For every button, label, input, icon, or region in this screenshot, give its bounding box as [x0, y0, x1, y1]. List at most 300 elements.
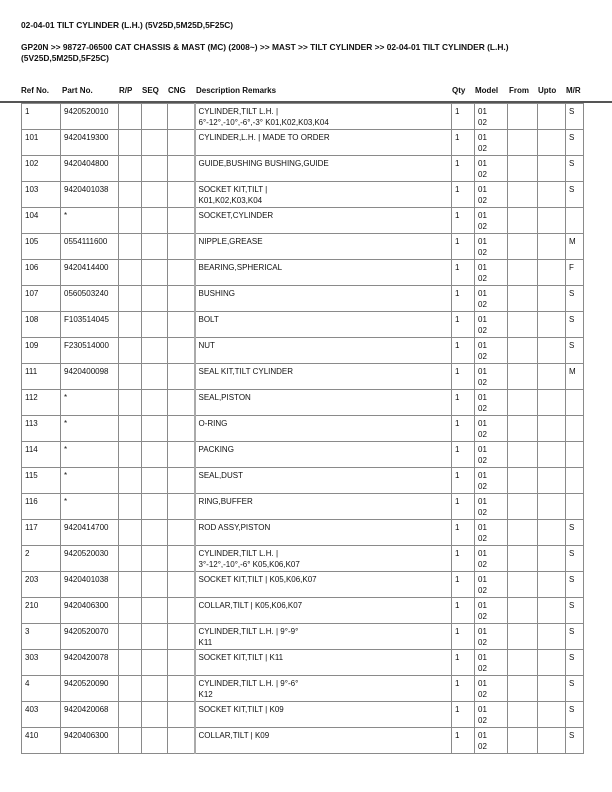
- cell-model: 01 02: [475, 416, 508, 442]
- cell-from: [508, 312, 538, 338]
- cell-qty: 1: [452, 650, 475, 676]
- cell-upto: [538, 598, 566, 624]
- cell-part-no: F103514045: [61, 312, 119, 338]
- cell-description: SEAL,DUST: [195, 468, 452, 494]
- cell-part-no: *: [61, 442, 119, 468]
- cell-cng: [168, 468, 195, 494]
- cell-mr: S: [566, 338, 584, 364]
- cell-upto: [538, 416, 566, 442]
- cell-rp: [119, 728, 142, 754]
- cell-upto: [538, 260, 566, 286]
- cell-seq: [142, 728, 168, 754]
- cell-from: [508, 494, 538, 520]
- cell-upto: [538, 286, 566, 312]
- cell-seq: [142, 390, 168, 416]
- cell-ref-no: 2: [22, 546, 61, 572]
- cell-from: [508, 520, 538, 546]
- cell-part-no: 9420406300: [61, 598, 119, 624]
- col-upto: Upto: [538, 86, 557, 95]
- table-row[interactable]: [22, 208, 584, 234]
- cell-seq: [142, 104, 168, 130]
- cell-description: SEAL KIT,TILT CYLINDER: [195, 364, 452, 390]
- table-row[interactable]: [22, 546, 584, 572]
- cell-qty: 1: [452, 208, 475, 234]
- cell-cng: [168, 442, 195, 468]
- cell-qty: 1: [452, 572, 475, 598]
- cell-ref-no: 103: [22, 182, 61, 208]
- table-row[interactable]: [22, 260, 584, 286]
- cell-model: 01 02: [475, 624, 508, 650]
- cell-upto: [538, 468, 566, 494]
- cell-cng: [168, 728, 195, 754]
- cell-rp: [119, 416, 142, 442]
- cell-seq: [142, 468, 168, 494]
- cell-upto: [538, 208, 566, 234]
- cell-upto: [538, 312, 566, 338]
- cell-upto: [538, 104, 566, 130]
- cell-ref-no: 105: [22, 234, 61, 260]
- cell-model: 01 02: [475, 156, 508, 182]
- cell-qty: 1: [452, 728, 475, 754]
- cell-model: 01 02: [475, 208, 508, 234]
- cell-part-no: 9420420078: [61, 650, 119, 676]
- cell-model: 01 02: [475, 676, 508, 702]
- cell-cng: [168, 338, 195, 364]
- cell-model: 01 02: [475, 520, 508, 546]
- cell-model: 01 02: [475, 702, 508, 728]
- cell-cng: [168, 260, 195, 286]
- cell-upto: [538, 338, 566, 364]
- cell-model: 01 02: [475, 312, 508, 338]
- cell-model: 01 02: [475, 234, 508, 260]
- cell-seq: [142, 676, 168, 702]
- cell-ref-no: 116: [22, 494, 61, 520]
- cell-seq: [142, 338, 168, 364]
- table-row[interactable]: [22, 624, 584, 650]
- cell-mr: S: [566, 312, 584, 338]
- cell-mr: [566, 416, 584, 442]
- cell-description: SOCKET,CYLINDER: [195, 208, 452, 234]
- cell-mr: M: [566, 364, 584, 390]
- cell-mr: S: [566, 104, 584, 130]
- cell-seq: [142, 312, 168, 338]
- table-row[interactable]: [22, 650, 584, 676]
- cell-from: [508, 598, 538, 624]
- cell-description: SOCKET KIT,TILT | K09: [195, 702, 452, 728]
- cell-model: 01 02: [475, 130, 508, 156]
- col-part-no: Part No.: [62, 86, 93, 95]
- cell-seq: [142, 442, 168, 468]
- cell-qty: 1: [452, 442, 475, 468]
- cell-from: [508, 676, 538, 702]
- cell-cng: [168, 624, 195, 650]
- cell-ref-no: 112: [22, 390, 61, 416]
- page-title: 02-04-01 TILT CYLINDER (L.H.) (5V25D,5M25D,5F25C): [21, 20, 234, 30]
- table-row[interactable]: [22, 702, 584, 728]
- cell-from: [508, 364, 538, 390]
- cell-from: [508, 338, 538, 364]
- cell-ref-no: 1: [22, 104, 61, 130]
- cell-from: [508, 390, 538, 416]
- cell-mr: S: [566, 182, 584, 208]
- cell-rp: [119, 312, 142, 338]
- cell-seq: [142, 572, 168, 598]
- cell-part-no: 9420520010: [61, 104, 119, 130]
- cell-ref-no: 203: [22, 572, 61, 598]
- cell-part-no: *: [61, 494, 119, 520]
- cell-part-no: 9420404800: [61, 156, 119, 182]
- cell-description: SOCKET KIT,TILT | K01,K02,K03,K04: [195, 182, 452, 208]
- breadcrumb: GP20N >> 98727-06500 CAT CHASSIS & MAST (MC) (2008~) >> MAST >> TILT CYLINDER >> 02-04-01 TILT CYLINDER (L.H.) (5V25D,5M25D,5F25C): [21, 42, 509, 63]
- cell-qty: 1: [452, 260, 475, 286]
- cell-rp: [119, 442, 142, 468]
- cell-ref-no: 303: [22, 650, 61, 676]
- cell-model: 01 02: [475, 390, 508, 416]
- cell-from: [508, 572, 538, 598]
- cell-upto: [538, 156, 566, 182]
- cell-description: COLLAR,TILT | K05,K06,K07: [195, 598, 452, 624]
- cell-part-no: 9420406300: [61, 728, 119, 754]
- cell-qty: 1: [452, 468, 475, 494]
- cell-rp: [119, 624, 142, 650]
- cell-rp: [119, 338, 142, 364]
- cell-part-no: F230514000: [61, 338, 119, 364]
- cell-description: ROD ASSY,PISTON: [195, 520, 452, 546]
- cell-upto: [538, 624, 566, 650]
- table-row[interactable]: [22, 182, 584, 208]
- cell-ref-no: 104: [22, 208, 61, 234]
- cell-seq: [142, 364, 168, 390]
- cell-part-no: 9420520070: [61, 624, 119, 650]
- cell-description: CYLINDER,TILT L.H. | 6°-12°,-10°,-6°,-3° K01,K02,K03,K04: [195, 104, 452, 130]
- cell-upto: [538, 546, 566, 572]
- cell-description: O-RING: [195, 416, 452, 442]
- cell-qty: 1: [452, 520, 475, 546]
- cell-from: [508, 286, 538, 312]
- cell-seq: [142, 156, 168, 182]
- table-row[interactable]: [22, 390, 584, 416]
- cell-cng: [168, 702, 195, 728]
- cell-mr: S: [566, 624, 584, 650]
- cell-upto: [538, 130, 566, 156]
- col-description: Description Remarks: [196, 86, 277, 95]
- cell-cng: [168, 494, 195, 520]
- table-row[interactable]: [22, 364, 584, 390]
- cell-qty: 1: [452, 156, 475, 182]
- cell-model: 01 02: [475, 364, 508, 390]
- cell-qty: 1: [452, 546, 475, 572]
- cell-part-no: *: [61, 208, 119, 234]
- cell-mr: S: [566, 546, 584, 572]
- cell-upto: [538, 390, 566, 416]
- cell-cng: [168, 676, 195, 702]
- cell-rp: [119, 156, 142, 182]
- cell-mr: [566, 494, 584, 520]
- table-row[interactable]: [22, 104, 584, 130]
- cell-from: [508, 208, 538, 234]
- table-row[interactable]: [22, 676, 584, 702]
- cell-mr: [566, 208, 584, 234]
- cell-mr: F: [566, 260, 584, 286]
- cell-seq: [142, 208, 168, 234]
- cell-qty: 1: [452, 390, 475, 416]
- cell-part-no: 0560503240: [61, 286, 119, 312]
- cell-model: 01 02: [475, 572, 508, 598]
- parts-table: [21, 103, 584, 754]
- cell-cng: [168, 598, 195, 624]
- cell-from: [508, 546, 538, 572]
- cell-description: SEAL,PISTON: [195, 390, 452, 416]
- cell-description: CYLINDER,TILT L.H. | 9°-9° K11: [195, 624, 452, 650]
- cell-description: CYLINDER,TILT L.H. | 3°-12°,-10°,-6° K05,K06,K07: [195, 546, 452, 572]
- cell-qty: 1: [452, 598, 475, 624]
- cell-cng: [168, 286, 195, 312]
- cell-ref-no: 115: [22, 468, 61, 494]
- cell-model: 01 02: [475, 442, 508, 468]
- cell-mr: S: [566, 702, 584, 728]
- table-row[interactable]: [22, 234, 584, 260]
- cell-qty: 1: [452, 182, 475, 208]
- cell-part-no: 9420520030: [61, 546, 119, 572]
- table-row[interactable]: [22, 520, 584, 546]
- cell-part-no: 9420414400: [61, 260, 119, 286]
- cell-seq: [142, 598, 168, 624]
- cell-description: BEARING,SPHERICAL: [195, 260, 452, 286]
- cell-description: SOCKET KIT,TILT | K05,K06,K07: [195, 572, 452, 598]
- cell-ref-no: 3: [22, 624, 61, 650]
- cell-mr: S: [566, 520, 584, 546]
- cell-seq: [142, 650, 168, 676]
- cell-from: [508, 260, 538, 286]
- cell-model: 01 02: [475, 650, 508, 676]
- cell-ref-no: 114: [22, 442, 61, 468]
- col-qty: Qty: [452, 86, 466, 95]
- cell-rp: [119, 702, 142, 728]
- cell-description: CYLINDER,TILT L.H. | 9°-6° K12: [195, 676, 452, 702]
- cell-ref-no: 102: [22, 156, 61, 182]
- cell-part-no: 9420401038: [61, 572, 119, 598]
- cell-cng: [168, 390, 195, 416]
- cell-description: BOLT: [195, 312, 452, 338]
- cell-description: GUIDE,BUSHING BUSHING,GUIDE: [195, 156, 452, 182]
- table-row[interactable]: [22, 468, 584, 494]
- cell-rp: [119, 364, 142, 390]
- cell-ref-no: 410: [22, 728, 61, 754]
- cell-ref-no: 108: [22, 312, 61, 338]
- cell-qty: 1: [452, 286, 475, 312]
- cell-part-no: 9420401038: [61, 182, 119, 208]
- cell-model: 01 02: [475, 104, 508, 130]
- col-rp: R/P: [119, 86, 133, 95]
- cell-seq: [142, 130, 168, 156]
- table-row[interactable]: [22, 156, 584, 182]
- cell-upto: [538, 676, 566, 702]
- cell-cng: [168, 364, 195, 390]
- cell-qty: 1: [452, 312, 475, 338]
- cell-model: 01 02: [475, 286, 508, 312]
- cell-description: PACKING: [195, 442, 452, 468]
- cell-from: [508, 728, 538, 754]
- cell-model: 01 02: [475, 182, 508, 208]
- cell-qty: 1: [452, 364, 475, 390]
- cell-part-no: *: [61, 390, 119, 416]
- cell-description: CYLINDER,L.H. | MADE TO ORDER: [195, 130, 452, 156]
- cell-ref-no: 403: [22, 702, 61, 728]
- cell-mr: S: [566, 130, 584, 156]
- cell-ref-no: 117: [22, 520, 61, 546]
- table-row[interactable]: [22, 312, 584, 338]
- cell-part-no: 0554111600: [61, 234, 119, 260]
- cell-qty: 1: [452, 234, 475, 260]
- cell-from: [508, 182, 538, 208]
- col-cng: CNG: [168, 86, 186, 95]
- cell-seq: [142, 286, 168, 312]
- cell-from: [508, 650, 538, 676]
- cell-upto: [538, 520, 566, 546]
- col-from: From: [509, 86, 529, 95]
- cell-model: 01 02: [475, 468, 508, 494]
- cell-seq: [142, 182, 168, 208]
- cell-part-no: *: [61, 468, 119, 494]
- cell-description: BUSHING: [195, 286, 452, 312]
- cell-rp: [119, 676, 142, 702]
- cell-seq: [142, 260, 168, 286]
- cell-model: 01 02: [475, 260, 508, 286]
- table-row[interactable]: [22, 286, 584, 312]
- table-row[interactable]: [22, 442, 584, 468]
- cell-seq: [142, 546, 168, 572]
- cell-ref-no: 111: [22, 364, 61, 390]
- cell-from: [508, 468, 538, 494]
- cell-model: 01 02: [475, 546, 508, 572]
- cell-mr: [566, 390, 584, 416]
- cell-qty: 1: [452, 624, 475, 650]
- cell-rp: [119, 520, 142, 546]
- cell-upto: [538, 650, 566, 676]
- cell-mr: S: [566, 156, 584, 182]
- cell-qty: 1: [452, 702, 475, 728]
- cell-mr: S: [566, 572, 584, 598]
- col-ref-no: Ref No.: [21, 86, 49, 95]
- cell-upto: [538, 234, 566, 260]
- cell-mr: S: [566, 676, 584, 702]
- cell-rp: [119, 182, 142, 208]
- cell-mr: M: [566, 234, 584, 260]
- cell-from: [508, 702, 538, 728]
- cell-seq: [142, 416, 168, 442]
- cell-rp: [119, 390, 142, 416]
- table-row[interactable]: [22, 572, 584, 598]
- table-header: [0, 86, 612, 100]
- cell-ref-no: 101: [22, 130, 61, 156]
- cell-description: COLLAR,TILT | K09: [195, 728, 452, 754]
- cell-part-no: 9420420068: [61, 702, 119, 728]
- cell-part-no: 9420414700: [61, 520, 119, 546]
- cell-ref-no: 109: [22, 338, 61, 364]
- cell-model: 01 02: [475, 728, 508, 754]
- col-model: Model: [475, 86, 499, 95]
- cell-cng: [168, 234, 195, 260]
- cell-description: NUT: [195, 338, 452, 364]
- cell-ref-no: 107: [22, 286, 61, 312]
- cell-from: [508, 416, 538, 442]
- cell-cng: [168, 208, 195, 234]
- cell-ref-no: 113: [22, 416, 61, 442]
- cell-mr: S: [566, 650, 584, 676]
- col-seq: SEQ: [142, 86, 159, 95]
- cell-from: [508, 104, 538, 130]
- cell-rp: [119, 650, 142, 676]
- cell-model: 01 02: [475, 338, 508, 364]
- cell-rp: [119, 130, 142, 156]
- cell-rp: [119, 572, 142, 598]
- table-row[interactable]: [22, 598, 584, 624]
- cell-cng: [168, 130, 195, 156]
- cell-qty: 1: [452, 416, 475, 442]
- table-row[interactable]: [22, 416, 584, 442]
- cell-cng: [168, 104, 195, 130]
- cell-cng: [168, 156, 195, 182]
- cell-upto: [538, 442, 566, 468]
- cell-cng: [168, 572, 195, 598]
- cell-upto: [538, 572, 566, 598]
- cell-from: [508, 156, 538, 182]
- cell-rp: [119, 260, 142, 286]
- cell-rp: [119, 468, 142, 494]
- table-row[interactable]: [22, 338, 584, 364]
- cell-from: [508, 234, 538, 260]
- cell-qty: 1: [452, 676, 475, 702]
- cell-model: 01 02: [475, 494, 508, 520]
- cell-part-no: 9420419300: [61, 130, 119, 156]
- cell-cng: [168, 650, 195, 676]
- cell-upto: [538, 702, 566, 728]
- cell-upto: [538, 494, 566, 520]
- table-row[interactable]: [22, 494, 584, 520]
- cell-rp: [119, 546, 142, 572]
- cell-rp: [119, 286, 142, 312]
- cell-mr: [566, 442, 584, 468]
- cell-part-no: 9420520090: [61, 676, 119, 702]
- cell-cng: [168, 312, 195, 338]
- cell-cng: [168, 546, 195, 572]
- cell-from: [508, 624, 538, 650]
- cell-rp: [119, 208, 142, 234]
- cell-mr: [566, 468, 584, 494]
- table-row[interactable]: [22, 728, 584, 754]
- cell-cng: [168, 182, 195, 208]
- cell-upto: [538, 182, 566, 208]
- cell-seq: [142, 494, 168, 520]
- cell-description: NIPPLE,GREASE: [195, 234, 452, 260]
- cell-upto: [538, 364, 566, 390]
- cell-mr: S: [566, 286, 584, 312]
- cell-description: RING,BUFFER: [195, 494, 452, 520]
- cell-seq: [142, 520, 168, 546]
- cell-part-no: 9420400098: [61, 364, 119, 390]
- cell-qty: 1: [452, 130, 475, 156]
- cell-ref-no: 4: [22, 676, 61, 702]
- cell-cng: [168, 520, 195, 546]
- cell-qty: 1: [452, 104, 475, 130]
- cell-rp: [119, 104, 142, 130]
- table-row[interactable]: [22, 130, 584, 156]
- cell-seq: [142, 234, 168, 260]
- cell-rp: [119, 234, 142, 260]
- cell-description: SOCKET KIT,TILT | K11: [195, 650, 452, 676]
- cell-qty: 1: [452, 338, 475, 364]
- cell-model: 01 02: [475, 598, 508, 624]
